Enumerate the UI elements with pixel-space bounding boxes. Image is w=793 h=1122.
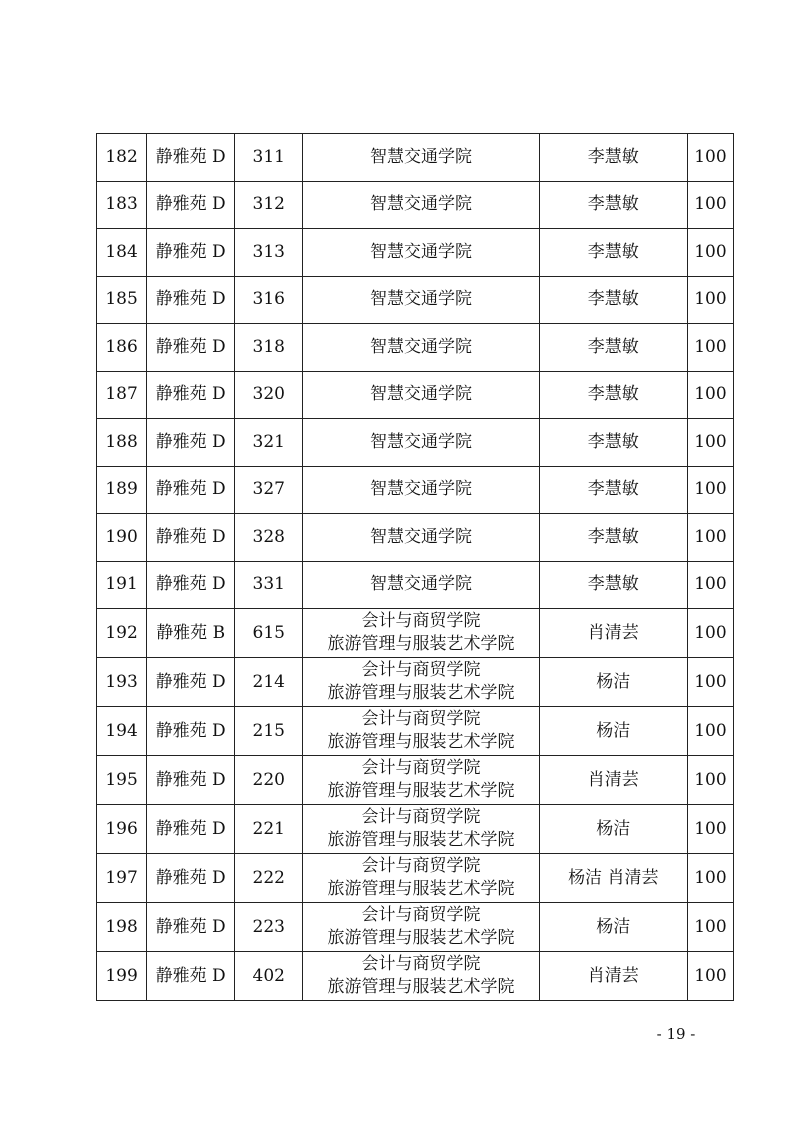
- row-number-cell: 190: [97, 514, 147, 562]
- manager-cell: 杨洁: [539, 707, 687, 756]
- room-cell: 223: [235, 903, 303, 952]
- row-number-cell: 189: [97, 466, 147, 514]
- row-number-cell: 188: [97, 419, 147, 467]
- college-name: 智慧交通学院: [369, 479, 472, 500]
- room-cell: 327: [235, 466, 303, 514]
- table-row: [97, 371, 734, 419]
- college-name: 旅游管理与服装艺术学院: [327, 977, 515, 997]
- college-name: 会计与商贸学院: [361, 611, 481, 631]
- college-cell: [303, 181, 539, 229]
- table-row: [97, 854, 734, 903]
- row-number-cell: 195: [97, 756, 147, 805]
- building-cell: 静雅苑 D: [147, 134, 235, 182]
- table-row: [97, 805, 734, 854]
- table-row: [97, 658, 734, 707]
- college-cell: [303, 854, 539, 903]
- college-name: 智慧交通学院: [369, 289, 472, 310]
- manager-cell: 李慧敏: [539, 134, 687, 182]
- college-name: 会计与商贸学院: [361, 905, 481, 925]
- building-cell: 静雅苑 D: [147, 514, 235, 562]
- room-cell: 321: [235, 419, 303, 467]
- score-cell: 100: [687, 134, 733, 182]
- manager-cell: 杨洁: [539, 805, 687, 854]
- room-cell: 318: [235, 324, 303, 372]
- college-cell: [303, 756, 539, 805]
- room-cell: 402: [235, 952, 303, 1001]
- college-name: 会计与商贸学院: [361, 758, 481, 778]
- score-cell: 100: [687, 371, 733, 419]
- college-cell: [303, 514, 539, 562]
- college-cell: [303, 952, 539, 1001]
- building-cell: 静雅苑 D: [147, 419, 235, 467]
- building-cell: 静雅苑 D: [147, 466, 235, 514]
- room-cell: 311: [235, 134, 303, 182]
- college-name: 会计与商贸学院: [361, 660, 481, 680]
- row-number-cell: 197: [97, 854, 147, 903]
- room-cell: 222: [235, 854, 303, 903]
- college-cell: [303, 419, 539, 467]
- table-row: [97, 514, 734, 562]
- score-cell: 100: [687, 805, 733, 854]
- manager-cell: 李慧敏: [539, 561, 687, 609]
- college-name: 智慧交通学院: [369, 574, 472, 595]
- room-cell: 313: [235, 229, 303, 277]
- room-cell: 320: [235, 371, 303, 419]
- table-row: [97, 609, 734, 658]
- table-row: [97, 181, 734, 229]
- manager-cell: 肖清芸: [539, 952, 687, 1001]
- building-cell: 静雅苑 D: [147, 324, 235, 372]
- building-cell: 静雅苑 D: [147, 756, 235, 805]
- score-cell: 100: [687, 756, 733, 805]
- manager-cell: 杨洁 肖清芸: [539, 854, 687, 903]
- row-number-cell: 198: [97, 903, 147, 952]
- score-cell: 100: [687, 854, 733, 903]
- college-name: 智慧交通学院: [369, 336, 472, 357]
- manager-cell: 杨洁: [539, 658, 687, 707]
- table-row: [97, 229, 734, 277]
- score-cell: 100: [687, 466, 733, 514]
- college-name: 智慧交通学院: [369, 384, 472, 405]
- row-number-cell: 183: [97, 181, 147, 229]
- college-name: 会计与商贸学院: [361, 954, 481, 974]
- room-cell: 316: [235, 276, 303, 324]
- row-number-cell: 199: [97, 952, 147, 1001]
- building-cell: 静雅苑 D: [147, 903, 235, 952]
- college-cell: [303, 466, 539, 514]
- row-number-cell: 194: [97, 707, 147, 756]
- building-cell: 静雅苑 D: [147, 805, 235, 854]
- manager-cell: 李慧敏: [539, 276, 687, 324]
- row-number-cell: 192: [97, 609, 147, 658]
- college-name: 智慧交通学院: [369, 431, 472, 452]
- score-cell: 100: [687, 276, 733, 324]
- row-number-cell: 184: [97, 229, 147, 277]
- college-name: 旅游管理与服装艺术学院: [327, 634, 515, 654]
- building-cell: 静雅苑 B: [147, 609, 235, 658]
- score-cell: 100: [687, 903, 733, 952]
- room-cell: 220: [235, 756, 303, 805]
- manager-cell: 李慧敏: [539, 181, 687, 229]
- row-number-cell: 182: [97, 134, 147, 182]
- dormitory-table: [96, 133, 734, 1001]
- room-cell: 215: [235, 707, 303, 756]
- building-cell: 静雅苑 D: [147, 371, 235, 419]
- table-row: [97, 903, 734, 952]
- college-name: 智慧交通学院: [369, 194, 472, 215]
- college-cell: [303, 609, 539, 658]
- college-name: 旅游管理与服装艺术学院: [327, 928, 515, 948]
- building-cell: 静雅苑 D: [147, 658, 235, 707]
- college-name: 会计与商贸学院: [361, 856, 481, 876]
- row-number-cell: 186: [97, 324, 147, 372]
- room-cell: 312: [235, 181, 303, 229]
- table-row: [97, 466, 734, 514]
- building-cell: 静雅苑 D: [147, 561, 235, 609]
- college-cell: [303, 276, 539, 324]
- table-row: [97, 324, 734, 372]
- row-number-cell: 187: [97, 371, 147, 419]
- page-number: - 19 -: [656, 1025, 696, 1043]
- score-cell: 100: [687, 561, 733, 609]
- room-cell: 214: [235, 658, 303, 707]
- college-name: 智慧交通学院: [369, 526, 472, 547]
- score-cell: 100: [687, 229, 733, 277]
- building-cell: 静雅苑 D: [147, 707, 235, 756]
- score-cell: 100: [687, 419, 733, 467]
- row-number-cell: 185: [97, 276, 147, 324]
- manager-cell: 李慧敏: [539, 324, 687, 372]
- score-cell: 100: [687, 952, 733, 1001]
- college-name: 旅游管理与服装艺术学院: [327, 683, 515, 703]
- score-cell: 100: [687, 658, 733, 707]
- college-cell: [303, 371, 539, 419]
- table-row: [97, 561, 734, 609]
- building-cell: 静雅苑 D: [147, 276, 235, 324]
- college-cell: [303, 707, 539, 756]
- room-cell: 331: [235, 561, 303, 609]
- building-cell: 静雅苑 D: [147, 854, 235, 903]
- room-cell: 615: [235, 609, 303, 658]
- college-name: 旅游管理与服装艺术学院: [327, 879, 515, 899]
- row-number-cell: 196: [97, 805, 147, 854]
- room-cell: 221: [235, 805, 303, 854]
- college-name: 会计与商贸学院: [361, 709, 481, 729]
- score-cell: 100: [687, 609, 733, 658]
- college-cell: [303, 134, 539, 182]
- table-row: [97, 756, 734, 805]
- table-row: [97, 419, 734, 467]
- score-cell: 100: [687, 181, 733, 229]
- table-row: [97, 952, 734, 1001]
- row-number-cell: 191: [97, 561, 147, 609]
- manager-cell: 李慧敏: [539, 229, 687, 277]
- college-cell: [303, 658, 539, 707]
- manager-cell: 肖清芸: [539, 756, 687, 805]
- college-name: 旅游管理与服装艺术学院: [327, 732, 515, 752]
- manager-cell: 肖清芸: [539, 609, 687, 658]
- manager-cell: 李慧敏: [539, 371, 687, 419]
- college-name: 智慧交通学院: [369, 241, 472, 262]
- college-cell: [303, 561, 539, 609]
- table-row: [97, 276, 734, 324]
- college-cell: [303, 903, 539, 952]
- score-cell: 100: [687, 707, 733, 756]
- room-cell: 328: [235, 514, 303, 562]
- score-cell: 100: [687, 324, 733, 372]
- manager-cell: 李慧敏: [539, 466, 687, 514]
- table-row: [97, 707, 734, 756]
- college-name: 旅游管理与服装艺术学院: [327, 830, 515, 850]
- manager-cell: 杨洁: [539, 903, 687, 952]
- building-cell: 静雅苑 D: [147, 181, 235, 229]
- college-name: 会计与商贸学院: [361, 807, 481, 827]
- table-body: [97, 134, 734, 1001]
- college-cell: [303, 229, 539, 277]
- college-name: 旅游管理与服装艺术学院: [327, 781, 515, 801]
- building-cell: 静雅苑 D: [147, 952, 235, 1001]
- manager-cell: 李慧敏: [539, 514, 687, 562]
- table-row: [97, 134, 734, 182]
- building-cell: 静雅苑 D: [147, 229, 235, 277]
- row-number-cell: 193: [97, 658, 147, 707]
- college-name: 智慧交通学院: [369, 146, 472, 167]
- manager-cell: 李慧敏: [539, 419, 687, 467]
- college-cell: [303, 324, 539, 372]
- score-cell: 100: [687, 514, 733, 562]
- college-cell: [303, 805, 539, 854]
